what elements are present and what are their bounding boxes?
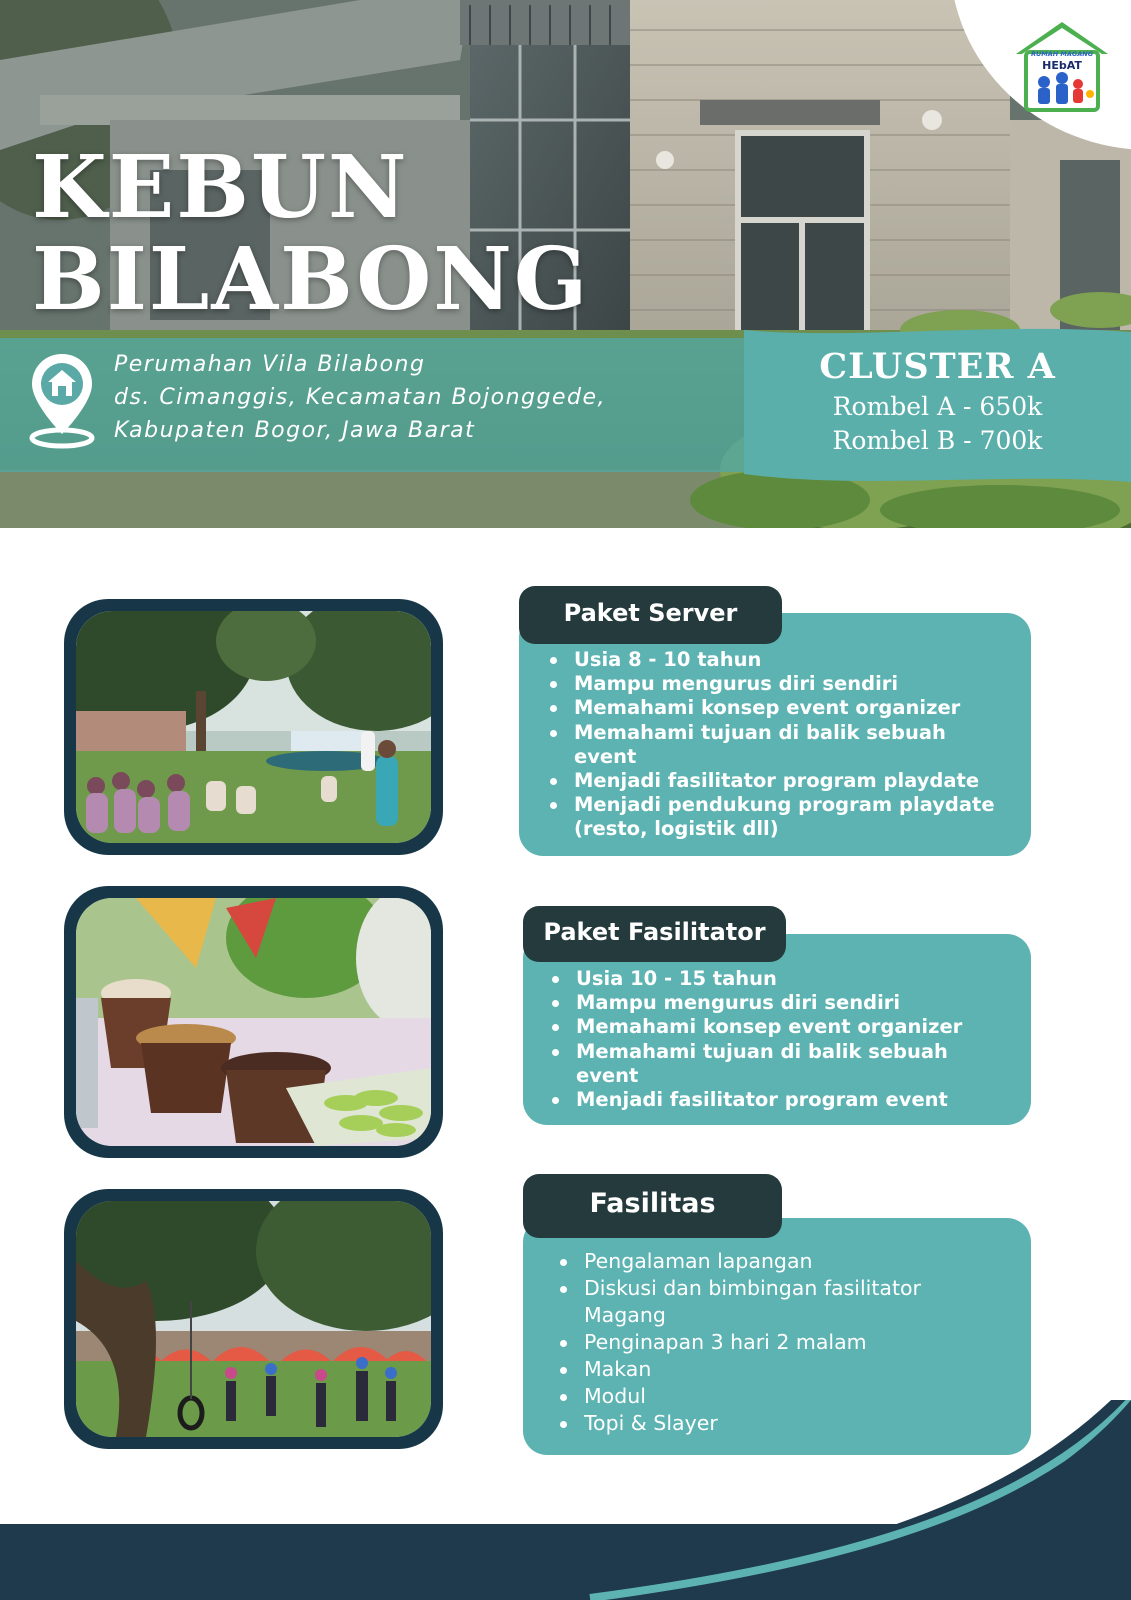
list-item: Menjadi fasilitator program event [548,1088,998,1112]
address-line-1: Perumahan Vila Bilabong [114,352,426,377]
card-title-fasilitas: Fasilitas [523,1174,782,1238]
list-item: Makan [556,1356,996,1383]
cluster-price-a: Rombel A - 650k [832,392,1043,421]
address-line-2: ds. Cimanggis, Kecamatan Bojonggede, [114,385,606,410]
food-photo [76,898,431,1146]
list-item: Mampu mengurus diri sendiri [548,991,998,1015]
card-title-paket-server: Paket Server [519,586,782,644]
list-item: Mampu mengurus diri sendiri [546,672,1006,696]
list-item: Menjadi fasilitator program playdate [546,769,1006,793]
footer-wave [0,1400,1131,1600]
location-pin-house-icon [26,350,98,450]
logo-text-1: RUMAH MAGANG [1030,50,1094,58]
cluster-title: CLUSTER A [819,346,1056,387]
list-item: Penginapan 3 hari 2 malam [556,1329,996,1356]
gathering-photo [76,611,431,843]
list-item: Memahami konsep event organizer [548,1015,998,1039]
list-item: Pengalaman lapangan [556,1248,996,1275]
paket-fasilitator-list [548,967,998,1112]
title-line-2: BILABONG [32,229,590,330]
paket-server-list [546,648,1006,842]
list-item: Memahami tujuan di balik sebuah event [548,1040,998,1088]
list-item: Memahami tujuan di balik sebuah event [546,721,1006,769]
list-item: Usia 10 - 15 tahun [548,967,998,991]
list-item: Menjadi pendukung program playdate (resto, logistik dll) [546,793,1006,841]
address-line-3: Kabupaten Bogor, Jawa Barat [114,418,476,443]
logo-text-2: HEbAT [1042,59,1082,72]
photo-frame-gathering [64,599,443,855]
cluster-price-b: Rombel B - 700k [832,426,1043,455]
list-item: Topi & Slayer [556,1410,996,1437]
card-title-paket-fasilitator: Paket Fasilitator [523,906,786,962]
cluster-badge [744,322,1131,488]
page-title [32,137,590,330]
list-item: Modul [556,1383,996,1410]
hero-section [0,0,1131,528]
title-line-1: KEBUN [32,137,409,238]
list-item: Memahami konsep event organizer [546,696,1006,720]
address [114,348,606,447]
list-item: Usia 8 - 10 tahun [546,648,1006,672]
photo-frame-food [64,886,443,1158]
list-item: Diskusi dan bimbingan fasilitator Magang [556,1275,996,1329]
